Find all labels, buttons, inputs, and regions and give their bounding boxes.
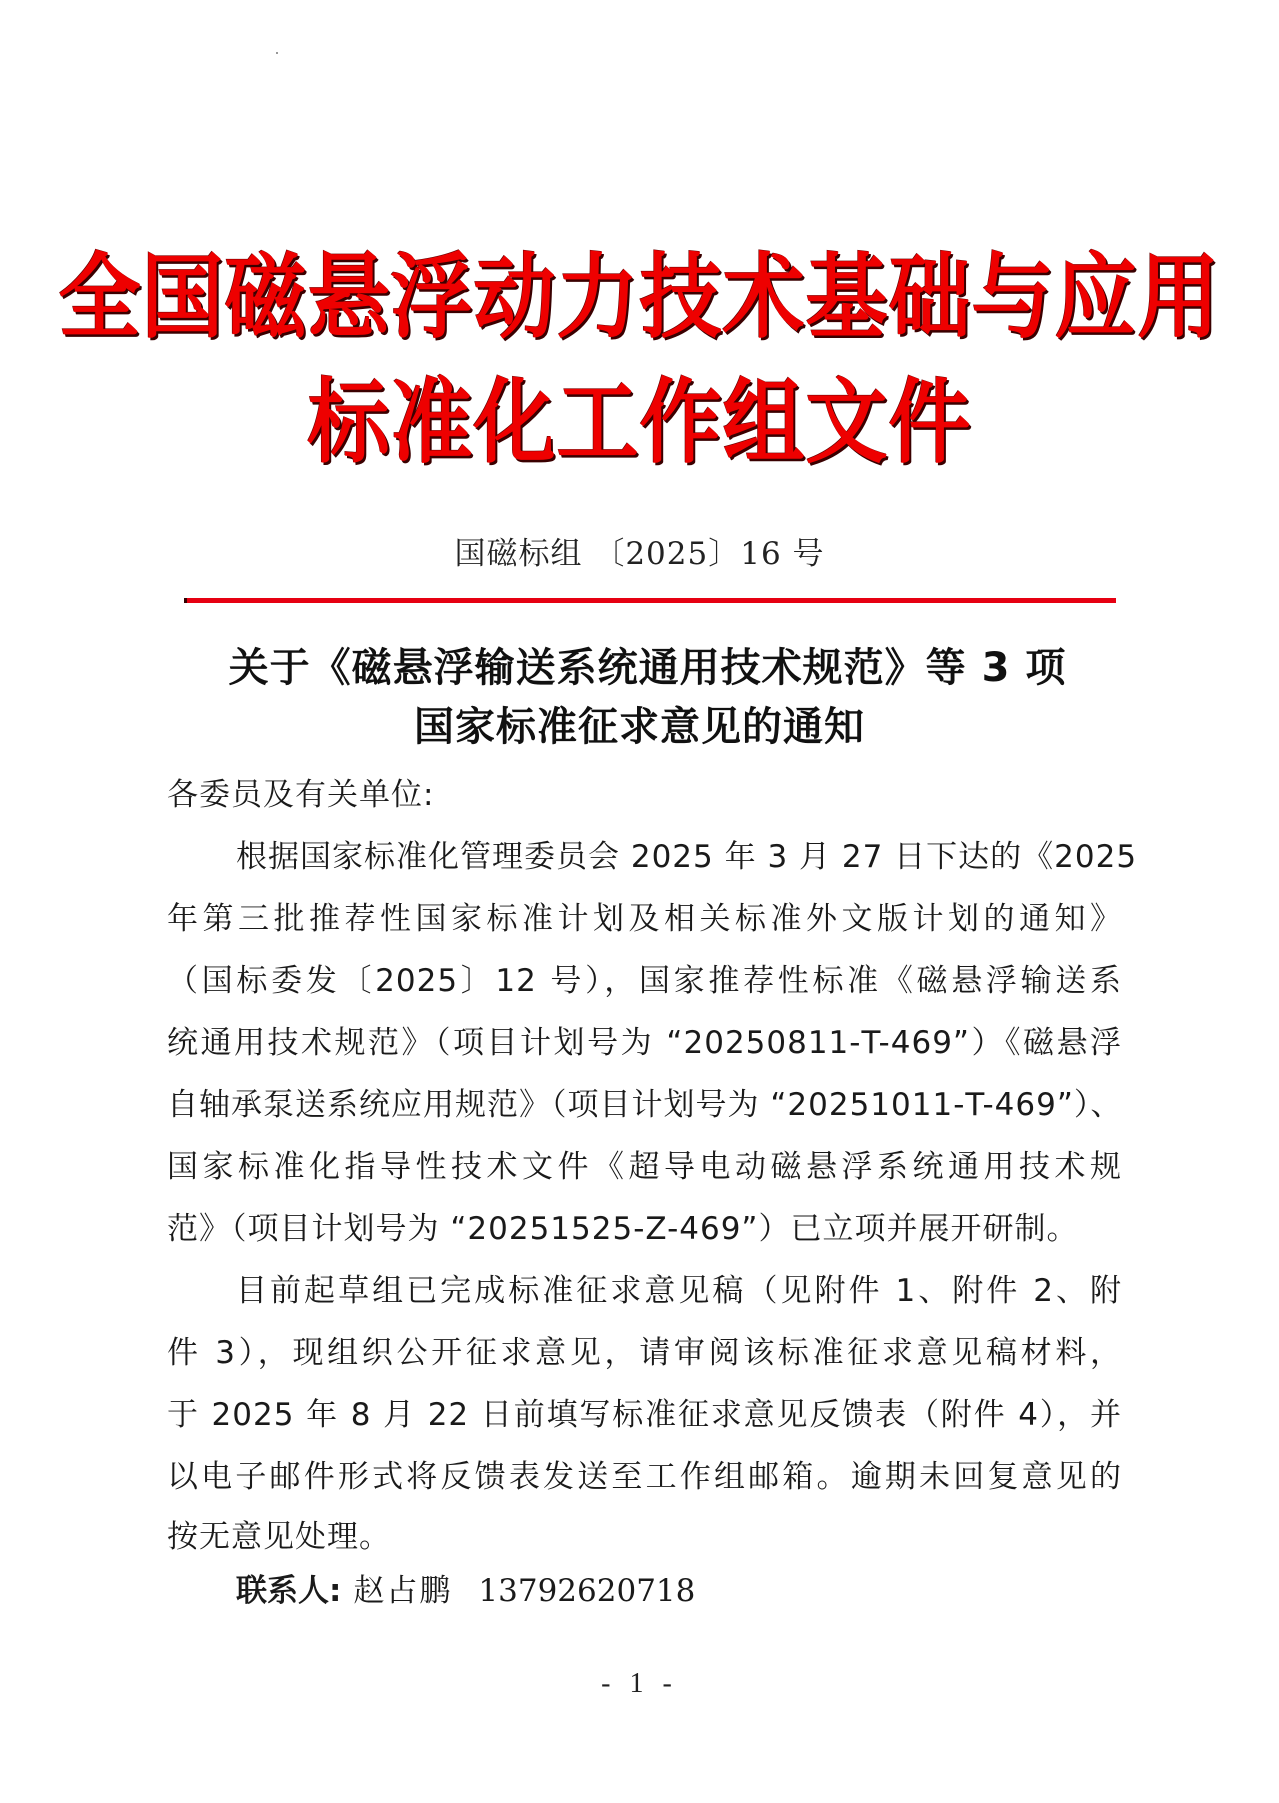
notice-title-line-1: 关于《磁悬浮输送系统通用技术规范》等 3 项 [228, 645, 1067, 691]
paragraph-1-line-7: 范》（项目计划号为 “20251525-Z-469”）已立项并展开研制。 [167, 1211, 1079, 1247]
paragraph-1-line-3: （国标委发〔2025〕12 号），国家推荐性标准《磁悬浮输送系 [167, 963, 1122, 999]
paragraph-2-line-5: 按无意见处理。 [167, 1519, 391, 1555]
contact-label: 联系人: [236, 1573, 342, 1609]
contact-line [236, 1565, 695, 1610]
paragraph-1-line-2: 年第三批推荐性国家标准计划及相关标准外文版计划的通知》 [167, 901, 1122, 937]
salutation: 各委员及有关单位: [167, 777, 435, 813]
paragraph-1-line-5: 自轴承泵送系统应用规范》（项目计划号为 “20251011-T-469”）、 [167, 1087, 1123, 1123]
paragraph-1-line-4: 统通用技术规范》（项目计划号为 “20250811-T-469”）《磁悬浮 [167, 1025, 1122, 1061]
contact-phone: 13792620718 [478, 1573, 696, 1609]
notice-title-line-2: 国家标准征求意见的通知 [414, 704, 865, 750]
paragraph-1-line-1: 根据国家标准化管理委员会 2025 年 3 月 27 日下达的《2025 [236, 839, 1138, 875]
document-number: 国磁标组 〔2025〕16 号 [454, 536, 825, 572]
paragraph-2-line-2: 件 3），现组织公开征求意见，请审阅该标准征求意见稿材料， [167, 1335, 1122, 1371]
issuer-header-line-1: 全国磁悬浮动力技术基础与应用 [58, 245, 1221, 352]
issuer-header-line-2: 标准化工作组文件 [307, 370, 972, 477]
paragraph-2-line-4: 以电子邮件形式将反馈表发送至工作组邮箱。逾期未回复意见的 [167, 1459, 1122, 1495]
contact-name: 赵占鹏 [353, 1573, 453, 1609]
paragraph-2-line-3: 于 2025 年 8 月 22 日前填写标准征求意见反馈表（附件 4），并 [167, 1397, 1122, 1433]
scan-speck [276, 52, 278, 54]
red-divider [184, 598, 1116, 603]
paragraph-2-line-1: 目前起草组已完成标准征求意见稿（见附件 1、附件 2、附 [236, 1273, 1122, 1309]
paragraph-1-line-6: 国家标准化指导性技术文件《超导电动磁悬浮系统通用技术规 [167, 1149, 1122, 1185]
page-number: - 1 - [601, 1668, 678, 1699]
